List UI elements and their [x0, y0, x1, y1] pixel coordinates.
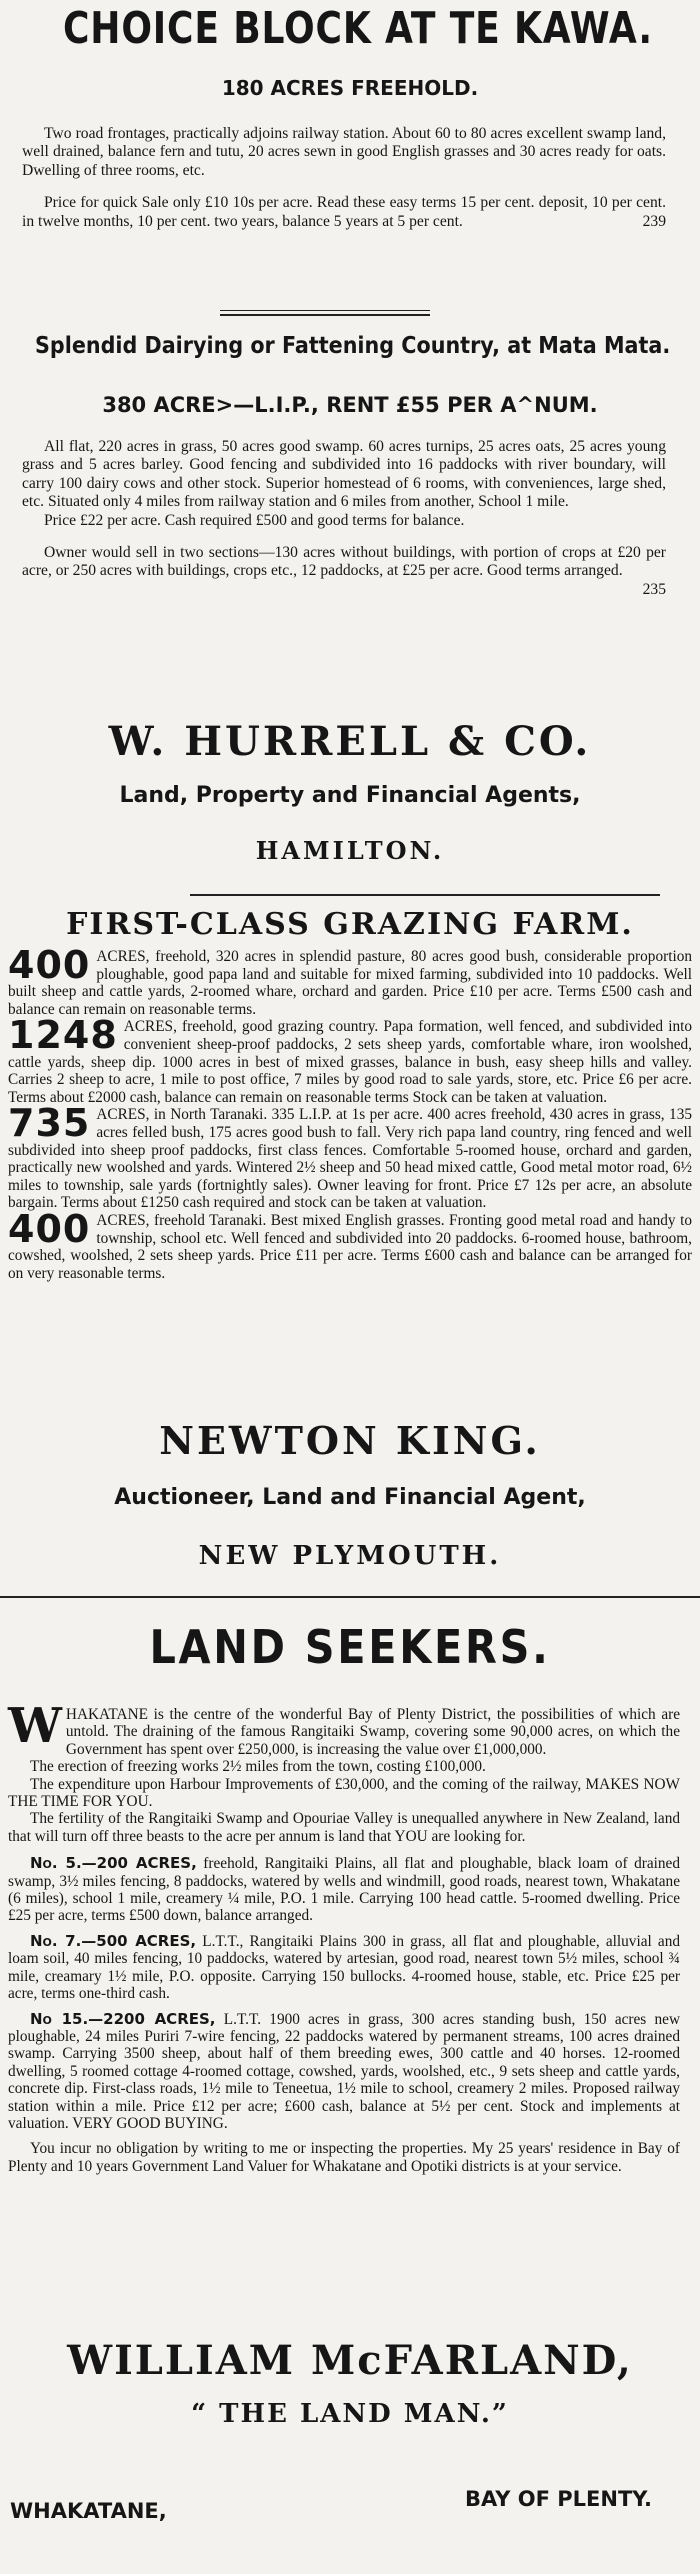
- land-lot-text: L.T.T. 1900 acres in grass, 300 acres standing bush, 150 acres new ploughable, 24 miles Puriri 7-wire fencing, 22 paddocks watered by permanent streams, 100 acres drained swamp. Carrying 3500 sheep, about half of them breeding ewes, 300 cattle and 40 horses. 12-roomed dwelling, 5 roomed cottage 4-roomed cottage, cowshed, yards, woolshed, etc., 9 sets sheep and cattle yards, concrete dip. First-class roads, 1½ mile to Teneetua, 1½ mile to school, creamery 2 miles. Proposed railway station within a mile. Price £12 per acre; £600 cash, balance at 5½ per cent. Stock and implements at valuation. VERY GOOD BUYING.: [8, 2010, 680, 2132]
- grazing-listing-text: ACRES, in North Taranaki. 335 L.I.P. at 1s per acre. 400 acres freehold, 430 acres in grass, 135 acres felled bush, 175 acres good bush to fall. Very rich papa land country, ring fenced and well subdivided into sheep proof paddocks, first class fences. Comfortable 5-roomed house, orchard and garden, practically new woolshed and yards. Wintered 2½ sheep and 50 head mixed cattle, Good metal motor road, 6½ miles to township, sale yards (fortnightly sales). Owner leaving for front. Price £7 12s per acre, an absolute bargain. Terms about £1250 cash required and stock can be taken at valuation.: [8, 1106, 692, 1212]
- ad-mata-mata-para1: All flat, 220 acres in grass, 50 acres good swamp. 60 acres turnips, 25 acres oats, 25 acres young grass and 5 acres barley. Good fencing and subdivided into 16 paddocks with river boundary, will carry 100 dairy cows and other stock. Superior homestead of 6 rooms, with conveniences, large shed, etc. Situated only 4 miles from railway station and 6 miles from another, School 1 mile.: [22, 438, 666, 511]
- mcfarland-town: WHAKATANE,: [10, 2499, 167, 2523]
- ad-mata-mata-body: [22, 438, 666, 599]
- grazing-listing-number: 735: [8, 1101, 91, 1146]
- ad-grazing-farm-title: FIRST-CLASS GRAZING FARM.: [66, 907, 634, 942]
- ad-te-kawa-ref: 239: [642, 212, 666, 230]
- grazing-listing: [8, 1101, 692, 1212]
- hurrell-name: W. HURRELL & CO.: [108, 718, 592, 765]
- ad-mata-mata-ref: 235: [642, 580, 666, 598]
- ad-te-kawa-subtitle: 180 ACRES FREEHOLD.: [221, 76, 479, 100]
- hurrell-role: Land, Property and Financial Agents,: [119, 783, 581, 808]
- ad-te-kawa-price-terms: Price for quick Sale only £10 10s per acre. Read these easy terms 15 per cent. deposit, 10 per cent. in twelve months, 10 per cent. two years, balance 5 years at 5 per cent.: [22, 194, 666, 230]
- land-lot: [8, 1933, 680, 2003]
- ad-land-seekers-intro-text: HAKATANE is the centre of the wonderful Bay of Plenty District, the possibilities of which are untold. The draining of the famous Rangitaiki Swamp, covering some 90,000 acres, on which the Government has spent over £250,000, is increasing the value over £1,000,000.: [65, 1706, 680, 1758]
- newton-king-name: NEWTON KING.: [159, 1418, 541, 1463]
- grazing-listing-number: 1248: [8, 1013, 118, 1058]
- mcfarland-region: BAY OF PLENTY.: [464, 2487, 652, 2511]
- ad-te-kawa-para2: [22, 194, 666, 231]
- ad-mata-mata-para2: Price £22 per acre. Cash required £500 and good terms for balance.: [44, 511, 465, 529]
- ad-land-seekers-outro: You incur no obligation by writing to me or inspecting the properties. My 25 years' residence in Bay of Plenty and 10 years Government Land Valuer for Whakatane and Opotiki districts is at your service.: [8, 2140, 680, 2175]
- section-rule: [0, 1596, 700, 1598]
- drop-cap: W: [8, 1698, 62, 1754]
- grazing-listing: [8, 1206, 692, 1282]
- grazing-listing: [8, 943, 692, 1018]
- grazing-listing-number: 400: [8, 1206, 91, 1251]
- ad-te-kawa-body: [22, 125, 666, 231]
- grazing-listing: [8, 1013, 692, 1106]
- land-lot-label: No. 5.—200 ACRES,: [30, 1854, 197, 1873]
- land-lot-text: freehold, Rangitaiki Plains, all flat and ploughable, black loam of drained swamp, 3½ miles fencing, 8 paddocks, watered by wells and windmill, good roads, nearest town, Whakatane (6 miles), school 1 mile, creamery ¼ mile, P.O. 1 mile. Carrying 100 head cattle. 5-roomed dwelling. Price £25 per acre, terms £500 down, balance arranged.: [8, 1855, 680, 1925]
- grazing-listing-text: ACRES, freehold, good grazing country. Papa formation, well fenced, and subdivided into convenient sheep-proof paddocks, 2 sets sheep yards, comfortable whare, iron woolshed, cattle yards, sheep dip. 1000 acres in best of mixed grasses, balance in bush, easy sheep hills and valley. Carries 2 sheep to acre, 1 mile to post office, 7 miles by good road to sale yards, store, etc. Price £6 per acre. Terms about £2000 cash, balance can remain on reasonable terms Stock can be taken at valuation.: [8, 1018, 692, 1106]
- newton-king-role: Auctioneer, Land and Financial Agent,: [114, 1485, 586, 1510]
- ad-grazing-farm-listings: [8, 943, 692, 1282]
- ad-land-seekers-harbour: The expenditure upon Harbour Improvements of £30,000, and the coming of the railway, MAKES NOW THE TIME FOR YOU.: [8, 1775, 680, 1811]
- ad-land-seekers-body: [8, 1698, 680, 2175]
- ad-te-kawa-para1: Two road frontages, practically adjoins railway station. About 60 to 80 acres excellent swamp land, well drained, balance fern and tutu, 20 acres sewn in good English grasses and 30 acres ready for oats. Dwelling of three rooms, etc.: [22, 125, 666, 179]
- ad-land-seekers-title: LAND SEEKERS.: [149, 1620, 551, 1674]
- ad-mata-mata-subtitle: 380 ACRE>—L.I.P., RENT £55 PER A^NUM.: [102, 393, 598, 417]
- newton-king-town: NEW PLYMOUTH.: [198, 1541, 502, 1571]
- ad-land-seekers-intro: [8, 1698, 680, 1758]
- ornamental-divider: [220, 310, 430, 316]
- ad-te-kawa-title: CHOICE BLOCK AT TE KAWA.: [63, 3, 653, 54]
- ad-mata-mata-para3: [22, 544, 666, 598]
- mcfarland-name: WILLIAM McFARLAND,: [67, 2337, 633, 2384]
- mcfarland-tag: “ THE LAND MAN.”: [191, 2399, 509, 2429]
- land-lot-label: No 15.—2200 ACRES,: [30, 2009, 216, 2028]
- land-lot: [8, 2011, 680, 2133]
- grazing-listing-number: 400: [8, 943, 91, 987]
- ad-mata-mata-owner-note: Owner would sell in two sections—130 acres without buildings, with portion of crops at £20 per acre, or 250 acres with buildings, crops etc., 12 paddocks, at £25 per acre. Good terms arranged.: [22, 544, 666, 580]
- land-lot-label: No. 7.—500 ACRES,: [30, 1931, 197, 1950]
- land-lot-text: L.T.T., Rangitaiki Plains 300 in grass, all flat and ploughable, alluvial and loam soil, 40 miles fencing, 10 paddocks, watered by artesian, good road, nearest town 5½ miles, school ¾ mile, creamary 1½ mile, P.O. opposite. Carrying 150 bullocks. 4-roomed house, stable, etc. Price £25 per acre, terms one-third cash.: [8, 1932, 680, 2003]
- grazing-listing-text: ACRES, freehold, 320 acres in splendid pasture, 80 acres good bush, considerable proportion ploughable, good papa land and suitable for mixed farming, subdivided into 10 paddocks. Well built sheep and cattle yards, 2-roomed whare, orchard and garden. Price £10 per acre. Terms £500 cash and balance can remain on reasonable terms.: [8, 948, 692, 1018]
- land-lot: [8, 1855, 680, 1925]
- section-rule: [190, 894, 660, 896]
- ad-land-seekers-fertility: The fertility of the Rangitaiki Swamp and Opouriae Valley is unequalled anywhere in New Zealand, land that will turn off three beasts to the acre per annum is land that YOU are looking for.: [8, 1810, 680, 1845]
- ad-land-seekers-freezing: The erection of freezing works 2½ miles from the town, costing £100,000.: [30, 1758, 486, 1776]
- grazing-listing-text: ACRES, freehold Taranaki. Best mixed English grasses. Fronting good metal road and handy to township, school etc. Well fenced and subdivided into 20 paddocks. 6-roomed house, bathroom, cowshed, woolshed, 2 sets sheep yards. Price £11 per acre. Terms £600 cash and balance can be arranged for on very reasonable terms.: [8, 1211, 692, 1282]
- hurrell-town: HAMILTON.: [255, 836, 445, 865]
- ad-mata-mata-title: Splendid Dairying or Fattening Country, at Mata Mata.: [35, 333, 671, 359]
